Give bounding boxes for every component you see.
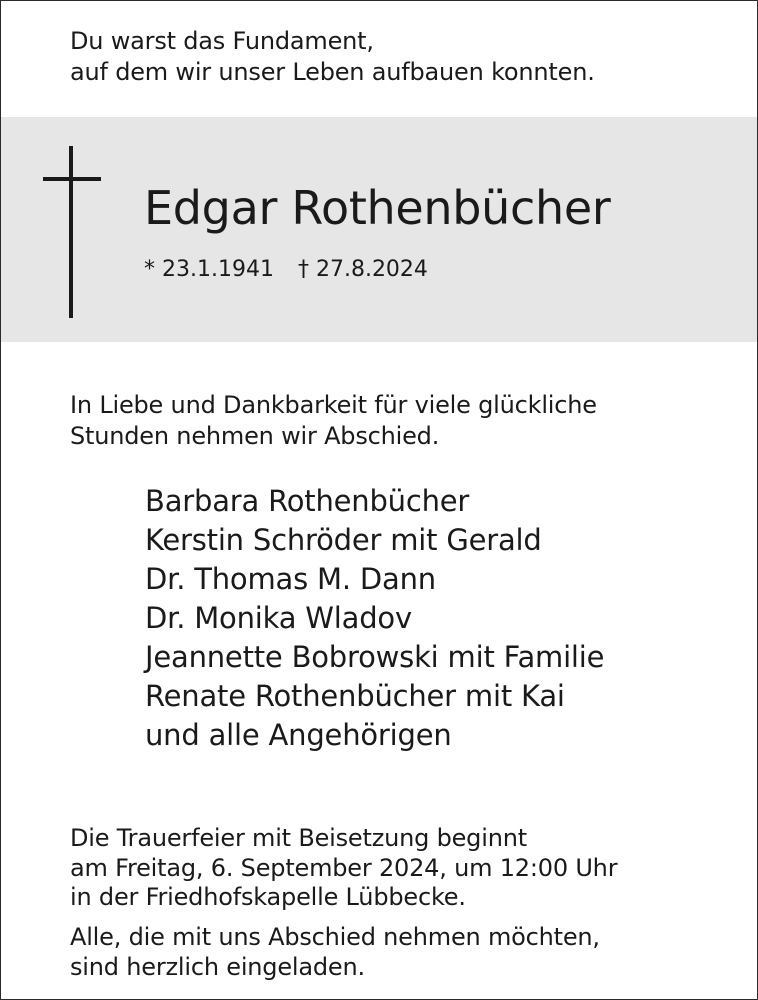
cross-icon [43, 146, 101, 318]
mourner-name: Kerstin Schröder mit Gerald [145, 523, 542, 557]
farewell-line: Stunden nehmen wir Abschied. [70, 422, 440, 450]
motto-line: Du warst das Fundament, [70, 27, 374, 55]
birth-date: * 23.1.1941 [144, 257, 274, 282]
service-line: am Freitag, 6. September 2024, um 12:00 Uhr [70, 853, 618, 882]
mourner-name: Dr. Thomas M. Dann [145, 562, 436, 596]
invitation-line: sind herzlich eingeladen. [70, 953, 365, 981]
death-date: † 27.8.2024 [297, 257, 428, 282]
motto-line: auf dem wir unser Leben aufbauen konnten. [70, 58, 595, 86]
mourner-name: und alle Angehörigen [145, 718, 452, 752]
service-details [70, 824, 617, 913]
mourner-name: Jeannette Bobrowski mit Familie [145, 640, 605, 674]
motto-quote [70, 26, 595, 88]
deceased-name: Edgar Rothenbücher [144, 181, 611, 235]
mourner-name: Barbara Rothenbücher [145, 484, 470, 518]
mourner-name: Renate Rothenbücher mit Kai [145, 679, 565, 713]
service-line: Die Trauerfeier mit Beisetzung beginnt [70, 824, 527, 852]
cross-horizontal-bar [43, 177, 101, 181]
farewell-line: In Liebe und Dankbarkeit für viele glückliche [70, 391, 597, 419]
mourners-list [145, 482, 604, 755]
mourner-name: Dr. Monika Wladov [145, 601, 412, 635]
invitation-text [70, 922, 600, 982]
life-dates [144, 256, 428, 284]
service-line: in der Friedhofskapelle Lübbecke. [70, 883, 466, 911]
farewell-text [70, 390, 597, 452]
cross-vertical-bar [69, 146, 73, 318]
invitation-line: Alle, die mit uns Abschied nehmen möchten, [70, 923, 600, 951]
